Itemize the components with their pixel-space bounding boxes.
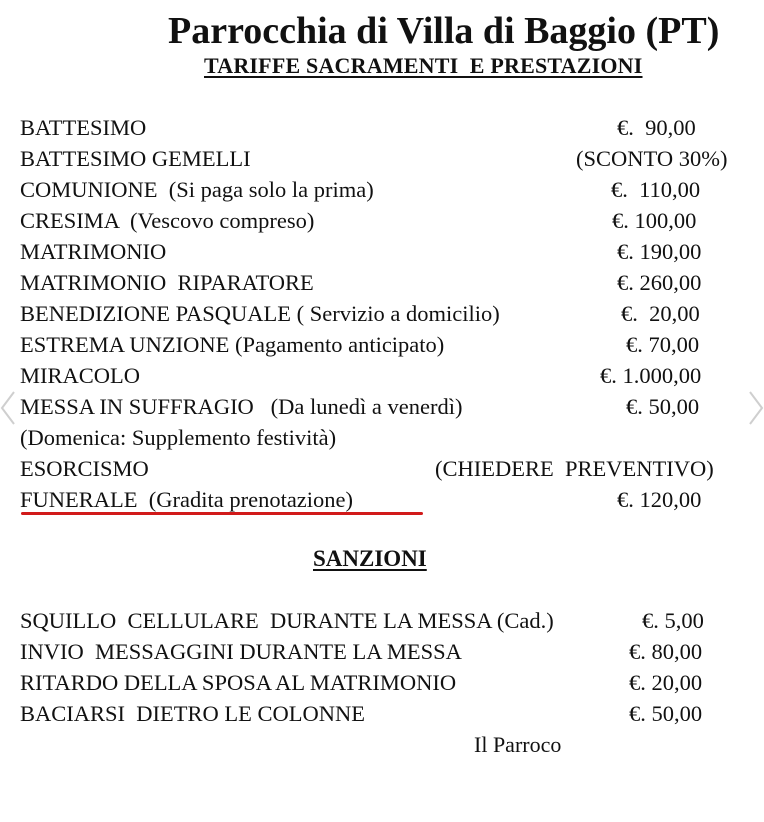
tariff-row-miracolo [20,360,750,391]
sanction-price: €. 80,00 [629,639,703,664]
tariff-price: €. 190,00 [617,239,702,264]
sanction-price: €. 50,00 [629,701,703,726]
sanction-label: RITARDO DELLA SPOSA AL MATRIMONIO [20,670,457,695]
tariff-label: FUNERALE (Gradita prenotazione) [20,487,354,512]
sanction-label: BACIARSI DIETRO LE COLONNE [20,701,365,726]
tariff-price: €. 110,00 [611,177,701,202]
tariff-price: €. 90,00 [617,115,696,140]
tariff-row-estrema-unzione [20,329,750,360]
sanction-label: INVIO MESSAGGINI DURANTE LA MESSA [20,639,462,664]
signature: Il Parroco [474,732,562,757]
tariff-row-funerale [20,484,750,515]
tariff-price: €. 50,00 [626,394,700,419]
tariff-label: MESSA IN SUFFRAGIO (Da lunedì a venerdì) [20,394,463,419]
tariff-row-cresima [20,205,750,236]
tariff-label: (Domenica: Supplemento festività) [20,425,337,450]
tariff-row-battesimo-gemelli [20,143,750,174]
tariff-row-matrimonio-riparatore [20,267,750,298]
sanction-row-invio-messaggini [20,636,750,667]
tariff-label: MATRIMONIO RIPARATORE [20,270,314,295]
sanction-price: €. 20,00 [629,670,703,695]
tariff-label: MIRACOLO [20,363,141,388]
tariff-label: CRESIMA (Vescovo compreso) [20,208,315,233]
tariff-price: (CHIEDERE PREVENTIVO) [435,456,714,481]
tariff-row-battesimo [20,112,750,143]
highlight-underline [21,512,423,515]
page-title: Parrocchia di Villa di Baggio (PT) [168,10,720,52]
tariff-price: (SCONTO 30%) [576,146,728,171]
tariff-price: €. 1.000,00 [600,363,702,388]
sanctions-title: SANZIONI [313,546,427,571]
sanction-label: SQUILLO CELLULARE DURANTE LA MESSA (Cad.) [20,608,554,633]
tariff-price: €. 20,00 [621,301,700,326]
sanction-row-ritardo-sposa [20,667,750,698]
tariff-row-benedizione-pasquale [20,298,750,329]
sanction-price: €. 5,00 [642,608,704,633]
tariff-label: MATRIMONIO [20,239,167,264]
tariff-label: ESTREMA UNZIONE (Pagamento anticipato) [20,332,445,357]
tariff-row-domenica-note [20,422,750,453]
scan-mark-right-icon [748,388,764,428]
tariff-price: €. 100,00 [612,208,697,233]
sanction-row-squillo-cellulare [20,605,750,636]
tariff-price: €. 260,00 [617,270,702,295]
tariff-row-matrimonio [20,236,750,267]
tariff-label: BATTESIMO [20,115,147,140]
tariff-price: €. 120,00 [617,487,702,512]
tariff-label: BENEDIZIONE PASQUALE ( Servizio a domicilio) [20,301,500,326]
page-subtitle: TARIFFE SACRAMENTI E PRESTAZIONI [204,53,643,78]
tariff-row-messa-in-suffragio [20,391,750,422]
sanction-row-baciarsi [20,698,750,729]
scan-mark-left-icon [0,388,16,428]
tariff-row-esorcismo [20,453,750,484]
tariff-row-comunione [20,174,750,205]
tariff-label: ESORCISMO [20,456,149,481]
tariff-price: €. 70,00 [626,332,700,357]
tariff-label: BATTESIMO GEMELLI [20,146,251,171]
tariff-label: COMUNIONE (Si paga solo la prima) [20,177,374,202]
